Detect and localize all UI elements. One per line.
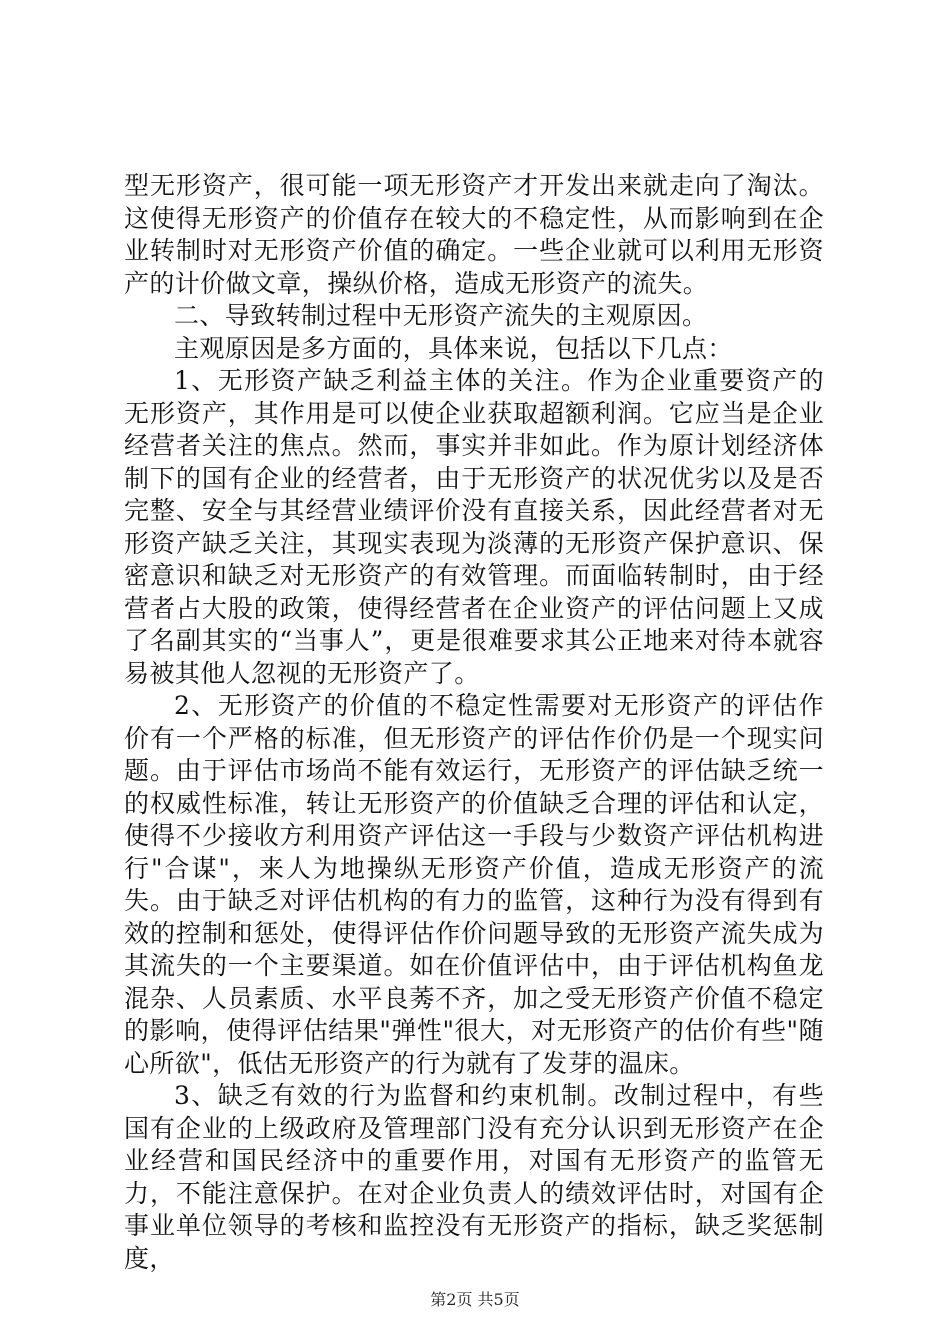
paragraph-point-3: 3、缺乏有效的行为监督和约束机制。改制过程中，有些国有企业的上级政府及管理部门没有充分认识到无形资产在企业经营和国民经济中的重要作用，对国有无形资产的监管无力，不能注意保护。在对企业负责人的绩效评估时，对国有企事业单位领导的考核和监控没有无形资产的指标，缺乏奖惩制度， [124,1081,824,1273]
section-heading-subjective-causes: 二、导致转制过程中无形资产流失的主观原因。 [174,301,708,330]
paragraph-point-2: 2、无形资产的价值的不稳定性需要对无形资产的评估作价有一个严格的标准，但无形资产的评估作价仍是一个现实问题。由于评估市场尚不能有效运行，无形资产的评估缺乏统一的权威性标准，转让无形资产的价值缺乏合理的评估和认定，使得不少接收方利用资产评估这一手段与少数资产评估机构进行"合谋"，来人为地操纵无形资产价值，造成无形资产的流失。由于缺乏对评估机构的有力的监管，这种行为没有得到有效的控制和惩处，使得评估作价问题导致的无形资产流失成为其流失的一个主要渠道。如在价值评估中，由于评估机构鱼龙混杂、人员素质、水平良莠不齐，加之受无形资产价值不稳定的影响，使得评估结果"弹性"很大，对无形资产的估价有些"随心所欲"，低估无形资产的行为就有了发芽的温床。 [124,691,824,1078]
paragraph-continuation: 型无形资产，很可能一项无形资产才开发出来就走向了淘汰。这使得无形资产的价值存在较大的不稳定性，从而影响到在企业转制时对无形资产价值的确定。一些企业就可以利用无形资产的计价做文章，操纵价格，造成无形资产的流失。 [124,171,824,298]
paragraph-point-1: 1、无形资产缺乏利益主体的关注。作为企业重要资产的无形资产，其作用是可以使企业获取超额利润。它应当是企业经营者关注的焦点。然而，事实并非如此。作为原计划经济体制下的国有企业的经营者，由于无形资产的状况优劣以及是否完整、安全与其经营业绩评价没有直接关系，因此经营者对无形资产缺乏关注，其现实表现为淡薄的无形资产保护意识、保密意识和缺乏对无形资产的有效管理。而面临转制时，由于经营者占大股的政策，使得经营者在企业资产的评估问题上又成了名副其实的“当事人”，更是很难要求其公正地来对待本就容易被其他人忽视的无形资产了。 [124,366,824,688]
document-body [124,170,824,1275]
page-number-footer: 第2页 共5页 [430,1290,520,1309]
paragraph-intro: 主观原因是多方面的，具体来说，包括以下几点： [174,333,733,363]
